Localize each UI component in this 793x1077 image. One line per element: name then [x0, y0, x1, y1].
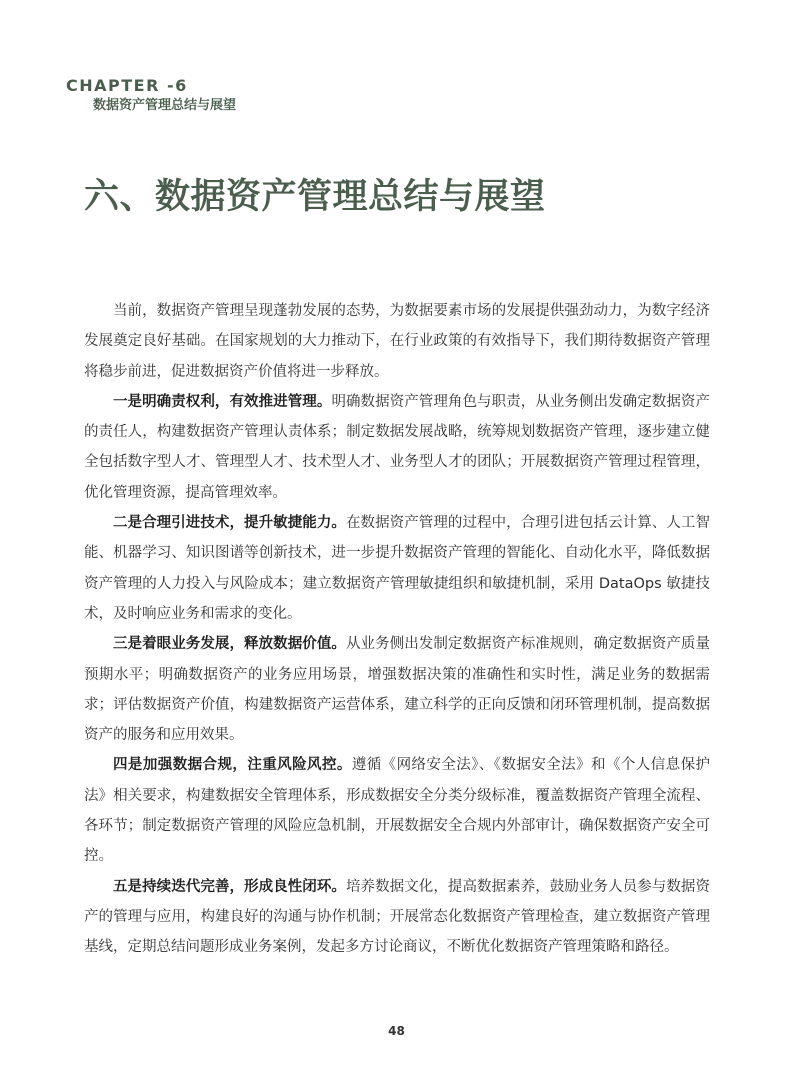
section-heading-1: 一是明确责权利，有效推进管理。: [113, 393, 332, 410]
section-text-2: 在数据资产管理的过程中，合理引进包括云计算、人工智能、机器学习、知识图谱等创新技术，进一步提升数据资产管理的智能化、自动化水平，降低数据资产管理的人力投入与风险成本；建立数据资产管理敏捷组织和敏捷机制，采用 DataOps 敏捷技术，及时响应业务和需求的变化。: [84, 515, 710, 622]
body-text: [84, 296, 710, 963]
page-title: 六、数据资产管理总结与展望: [84, 177, 546, 217]
section-text-3: 从业务侧出发制定数据资产标准规则，确定数据资产质量预期水平；明确数据资产的业务应用场景，增强数据决策的准确性和实时性，满足业务的数据需求；评估数据资产价值，构建数据资产运营体系，建立科学的正向反馈和闭环管理机制，提高数据资产的服务和应用效果。: [84, 636, 710, 744]
section-heading-5: 五是持续迭代完善，形成良性闭环。: [113, 878, 346, 895]
chapter-label: CHAPTER -6: [66, 76, 188, 95]
chapter-header: [66, 76, 236, 114]
page-number: 48: [388, 1024, 405, 1038]
section-paragraph-2: [84, 508, 710, 629]
section-text-1: 明确数据资产管理角色与职责，从业务侧出发确定数据资产的责任人，构建数据资产管理认责体系；制定数据发展战略，统筹规划数据资产管理，逐步建立健全包括数字型人才、管理型人才、技术型人才、业务型人才的团队；开展数据资产管理过程管理，优化管理资源，提高管理效率。: [84, 393, 710, 501]
section-heading-4: 四是加强数据合规，注重风险风控。: [113, 757, 352, 774]
section-heading-3: 三是着眼业务发展，释放数据价值。: [113, 636, 346, 653]
intro-paragraph: 当前，数据资产管理呈现蓬勃发展的态势，为数据要素市场的发展提供强劲动力，为数字经济发展奠定良好基础。在国家规划的大力推动下，在行业政策的有效指导下，我们期待数据资产管理将稳步前进，促进数据资产价值将进一步释放。: [84, 303, 710, 380]
section-heading-2: 二是合理引进技术，提升敏捷能力。: [113, 515, 346, 532]
section-paragraph-1: [84, 387, 710, 508]
section-paragraph-4: [84, 750, 710, 871]
chapter-subtitle: 数据资产管理总结与展望: [93, 98, 237, 113]
section-paragraph-3: [84, 629, 710, 750]
section-text-4: 遵循《网络安全法》、《数据安全法》和《个人信息保护法》相关要求，构建数据安全管理体系，形成数据安全分类分级标准，覆盖数据资产管理全流程、各环节；制定数据资产管理的风险应急机制，开展数据安全合规内外部审计，确保数据资产安全可控。: [84, 757, 711, 865]
section-paragraph-5: [84, 872, 710, 963]
section-text-5: 培养数据文化，提高数据素养，鼓励业务人员参与数据资产的管理与应用，构建良好的沟通与协作机制；开展常态化数据资产管理检查，建立数据资产管理基线，定期总结问题形成业务案例，发起多方讨论商议，不断优化数据资产管理策略和路径。: [84, 878, 710, 956]
